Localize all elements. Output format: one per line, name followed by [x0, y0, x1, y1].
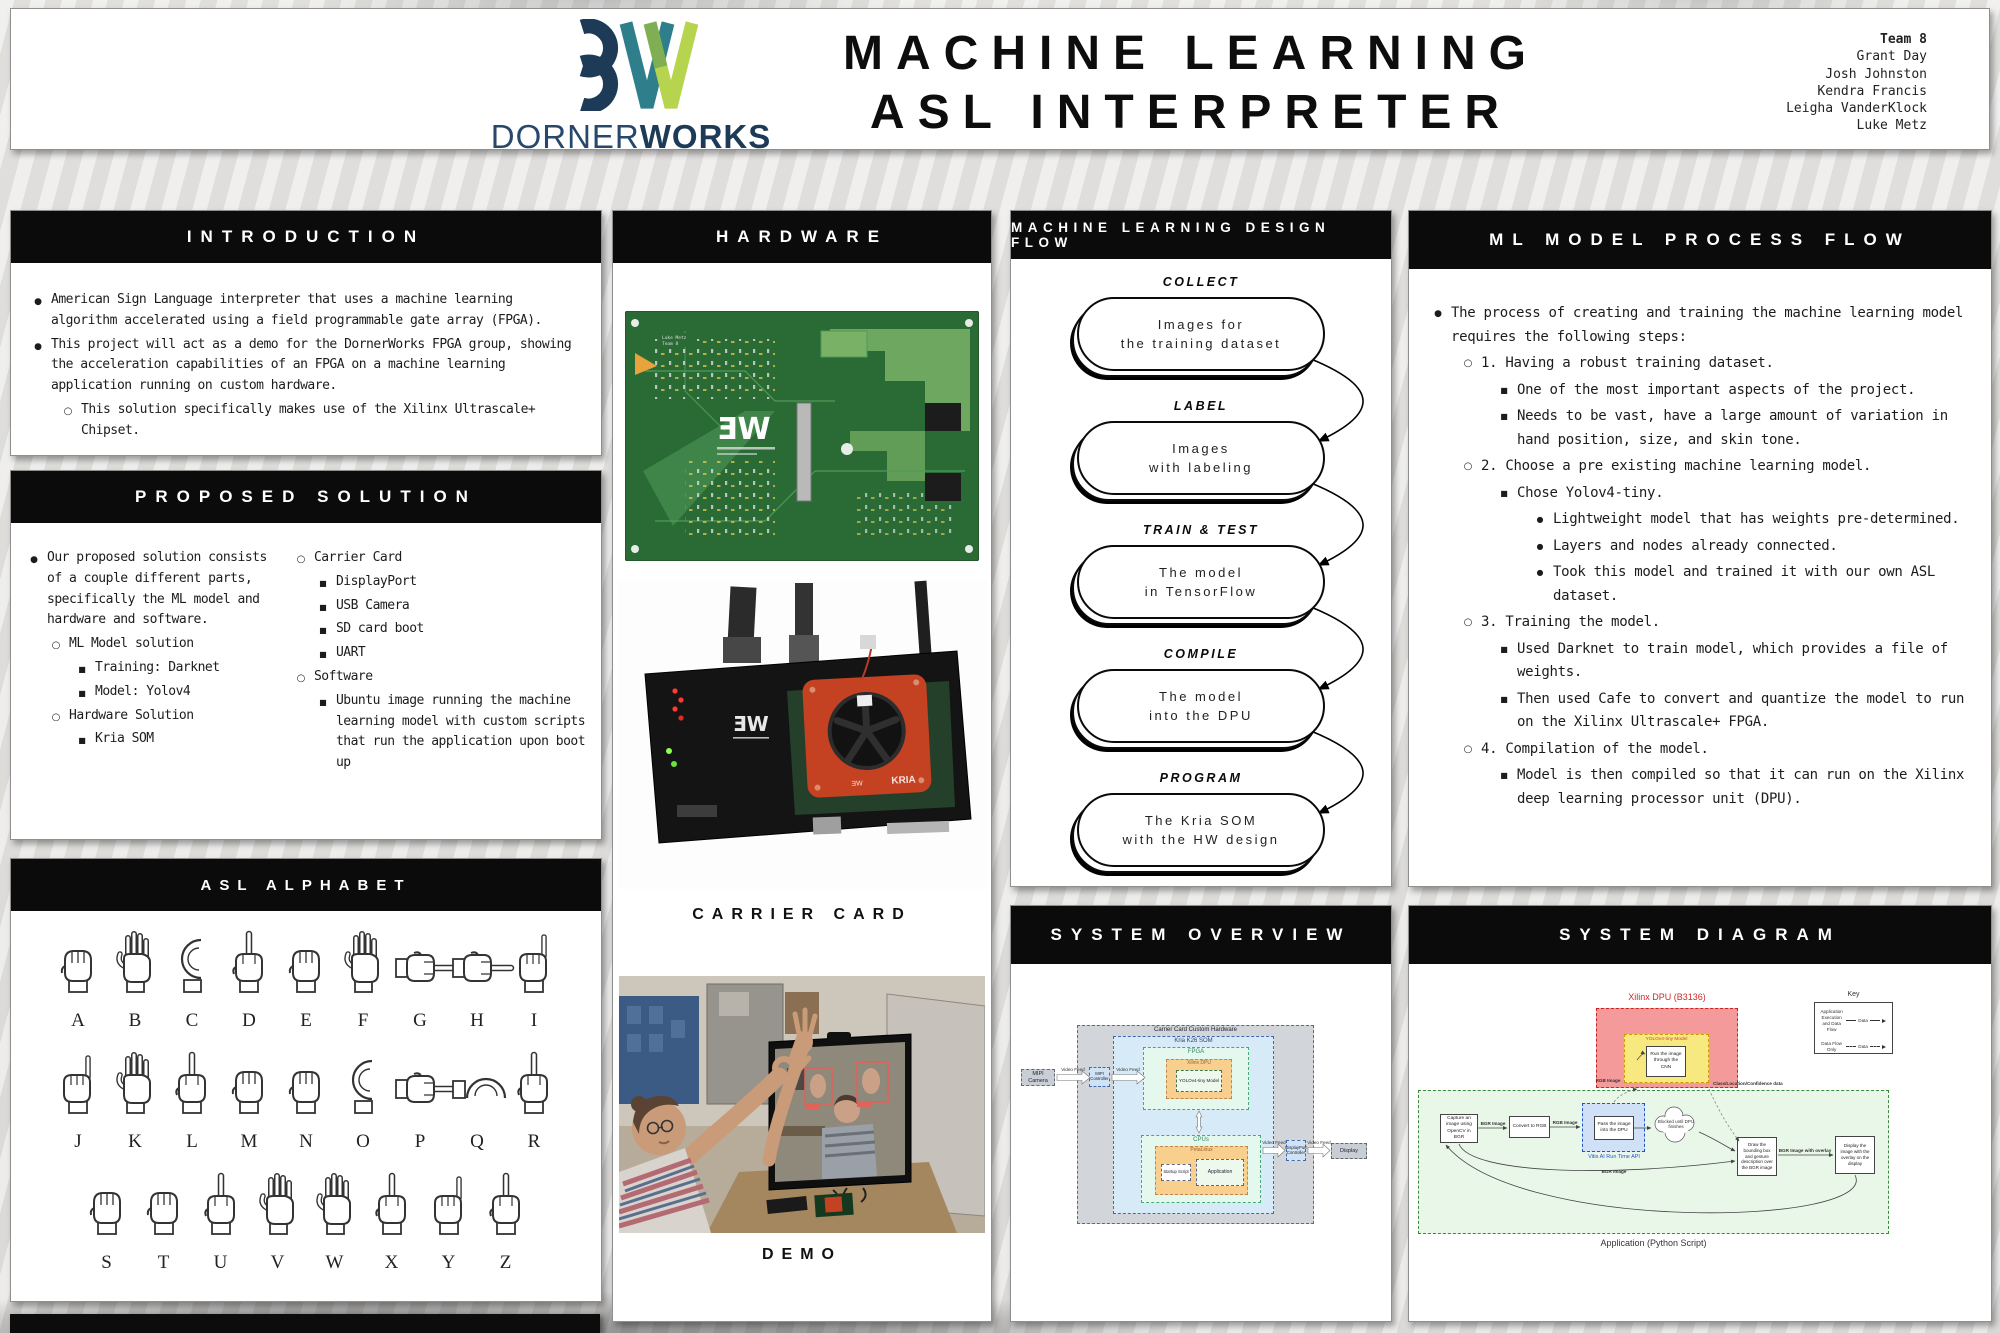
svg-text:Video Feed: Video Feed: [1262, 1140, 1286, 1145]
process-flow-panel: [1408, 210, 1992, 887]
asl-letter: J: [74, 1131, 82, 1152]
design-flow-panel: [1010, 210, 1392, 887]
asl-hand-icon: [284, 1049, 328, 1129]
proposed-item: Carrier Card: [313, 550, 402, 565]
flow-stage-label: COLLECT: [1162, 275, 1240, 289]
flow-stage-label: TRAIN & TEST: [1142, 523, 1260, 537]
process-item: 1. Having a robust training dataset.: [1481, 355, 1774, 372]
cnn-box: Run the image through the CNN: [1646, 1046, 1686, 1077]
draw-box: Draw the bounding box and gesture description over the BGR image: [1737, 1137, 1777, 1176]
hardware-title: HARDWARE: [613, 211, 991, 263]
application-region-label: Application (Python Script): [1600, 1238, 1707, 1248]
pass-dpu-box: Pass the image into the DPU: [1594, 1116, 1634, 1140]
flow-stage-text: into the DPU: [1149, 708, 1253, 723]
proposed-item: SD card boot: [335, 621, 424, 637]
dornerworks-logo: [451, 19, 811, 156]
hardware-panel: [612, 210, 992, 1322]
proposed-item: Hardware Solution: [69, 707, 194, 723]
intro-item: American Sign Language interpreter that uses a machine learning algorithm accelerated using a field programmable gate array (FPGA).: [51, 292, 542, 328]
process-item: 2. Choose a pre existing machine learning model.: [1481, 458, 1872, 475]
design-flow-title: MACHINE LEARNING DESIGN FLOW: [1011, 211, 1391, 259]
pcb-logo-text: ƎW: [717, 412, 771, 447]
asl-hand-icon: [227, 1049, 271, 1129]
key-data-label: Data: [1858, 1043, 1868, 1049]
flow-stage-text: with labeling: [1148, 460, 1254, 475]
asl-alphabet-panel: [10, 858, 602, 1302]
poster-title-line2: ASL INTERPRETER: [869, 85, 1513, 139]
flow-stage-label: PROGRAM: [1159, 771, 1243, 785]
asl-letter: A: [71, 1010, 85, 1031]
key-row2-label: Data Flow Only: [1821, 1040, 1842, 1052]
asl-row-1: [11, 928, 601, 1032]
xilinx-dpu-label: Xilinx DPU: [1187, 1060, 1211, 1066]
carrier-card-caption: CARRIER CARD: [692, 906, 912, 923]
asl-hand-icon: [113, 928, 157, 1008]
process-item: Then used Cafe to convert and quantize the model to run on the Xilinx Ultrascale+ FPGA.: [1517, 690, 1965, 731]
svg-text:Luke Metz: Luke Metz: [662, 336, 687, 341]
bgr-image-label: BGR Image: [1480, 1121, 1506, 1126]
flow-stage-text: with the HW design: [1122, 832, 1280, 847]
asl-hand-icon: [341, 1049, 385, 1129]
asl-hand-icon: [113, 1049, 157, 1129]
flow-stage-pill: [1077, 421, 1325, 495]
system-overview-diagram: [1011, 964, 1391, 1321]
proposed-solution-body: [11, 523, 601, 777]
yolo-model-region-label: YOLOv4-tiny Model: [1645, 1037, 1688, 1042]
flow-stage-pill: [1077, 669, 1325, 743]
proposed-item: ML Model solution: [69, 636, 194, 652]
asl-hand-icon: [437, 946, 517, 990]
application-box: Application: [1196, 1159, 1244, 1186]
proposed-solution-right-column: ○ Carrier Card ■ DisplayPort ■ USB Camera ■ SD card boot ■ UART ○ Software ■ Ubuntu image running the machine learning model with custom scripts that run the application upon boot up: [288, 545, 589, 777]
overview-arrows: [1011, 964, 1391, 1321]
asl-hand-icon: [85, 1170, 129, 1250]
proposed-item: Our proposed solution consists of a couple different parts, specifically the ML model and hardware and software.: [47, 550, 267, 628]
asl-letter: O: [356, 1131, 370, 1152]
proposed-item: Model: Yolov4: [95, 683, 191, 699]
pcb-render-image: [625, 311, 979, 561]
key-data-label: Data: [1858, 1017, 1868, 1023]
asl-letter: D: [242, 1010, 256, 1031]
mipi-controller-box: MIPI Controller: [1089, 1067, 1110, 1087]
convert-box: Convert to RGB: [1509, 1116, 1550, 1138]
asl-letter: Y: [441, 1252, 456, 1273]
petalinux-label: PetaLinux: [1190, 1147, 1213, 1153]
proposed-solution-title: PROPOSED SOLUTION: [11, 471, 601, 523]
asl-hand-icon: [427, 1170, 471, 1250]
asl-row-3: [11, 1170, 601, 1274]
team-credits: [1786, 31, 1927, 135]
team-member: Luke Metz: [1856, 118, 1927, 134]
flow-stage-text: The Kria SOM: [1144, 812, 1258, 828]
vitis-api-label: Vitis AI Run Time API: [1588, 1154, 1640, 1160]
asl-letter: T: [157, 1252, 170, 1273]
dornerworks-wordmark: DORNERWORKS: [490, 118, 772, 155]
asl-hand-icon: [56, 928, 100, 1008]
svg-text:Team 8: Team 8: [662, 342, 679, 347]
process-item: Needs to be vast, have a large amount of variation in hand position, size, and skin tone.: [1517, 408, 1948, 448]
flow-stage-text: The model: [1159, 564, 1243, 580]
poster-title: [811, 25, 1571, 142]
asl-hand-icon: [199, 1170, 243, 1250]
blocked-cloud-label: Blocked until DPU finishes: [1657, 1119, 1695, 1129]
poster-title-line1: MACHINE LEARNING: [843, 27, 1539, 80]
dpu-title: Xilinx DPU (B3136): [1628, 992, 1706, 1002]
asl-letter: X: [384, 1252, 399, 1273]
proposed-solution-left-column: ● Our proposed solution consists of a couple different parts, specifically the ML model and hardware and software. ○ ML Model solution ■ Training: Darknet ■ Model: Yolov4 ○ Hardware Solution ■ Kria SOM: [21, 545, 288, 777]
proposed-item: USB Camera: [335, 597, 410, 613]
asl-letter: H: [470, 1010, 484, 1031]
system-diagram-panel: [1408, 905, 1992, 1322]
asl-letter: I: [530, 1010, 538, 1031]
displayport-controller-box: DisplayPort Controller: [1286, 1140, 1306, 1161]
capture-box: Capture an image using OpenCV in BGR: [1440, 1114, 1478, 1143]
fpga-label: FPGA: [1187, 1049, 1205, 1055]
asl-alphabet-title: ASL ALPHABET: [11, 859, 601, 911]
cpus-label: CPUs: [1193, 1137, 1209, 1143]
flow-stage-pill: [1077, 297, 1325, 371]
svg-text:Video Feed: Video Feed: [1307, 1140, 1331, 1145]
kria-label-text: KRIA: [891, 774, 917, 787]
asl-hand-icon: [484, 1170, 528, 1250]
asl-letter: N: [299, 1131, 313, 1152]
asl-hand-icon: [284, 928, 328, 1008]
svg-text:RGB Image: RGB Image: [1595, 1078, 1621, 1083]
flow-stage-label: COMPILE: [1163, 647, 1239, 661]
kria-som-label: Kria K26 SOM: [1174, 1038, 1213, 1044]
flow-stage-text: in TensorFlow: [1144, 584, 1258, 599]
process-item: Took this model and trained it with our own ASL dataset.: [1553, 564, 1936, 604]
asl-hand-icon: [142, 1170, 186, 1250]
team-member: Leigha VanderKlock: [1786, 101, 1927, 117]
proposed-solution-panel: [10, 470, 602, 840]
process-item: The process of creating and training the machine learning model requires the following steps:: [1451, 305, 1964, 345]
asl-letter: F: [357, 1010, 369, 1031]
asl-hand-icon: [313, 1170, 357, 1250]
system-diagram-content: [1409, 964, 1991, 1321]
display-box: Display: [1331, 1143, 1367, 1159]
cutoff-section-header: [10, 1314, 600, 1333]
asl-letter: M: [240, 1131, 258, 1152]
asl-letter: B: [128, 1010, 142, 1031]
flow-stage-pill: [1077, 545, 1325, 619]
asl-hand-icon: [512, 928, 556, 1008]
intro-item: This solution specifically makes use of the Xilinx Ultrascale+ Chipset.: [81, 401, 536, 438]
svg-text:BGR Image: BGR Image: [1601, 1169, 1627, 1174]
process-item: Layers and nodes already connected.: [1553, 537, 1838, 554]
carrier-card-hw-label: Carrier Card Custom Hardware: [1153, 1027, 1238, 1033]
proposed-item: UART: [335, 645, 366, 661]
flow-stage-text: The model: [1159, 688, 1243, 704]
asl-letter: E: [300, 1010, 312, 1031]
demo-caption: DEMO: [762, 1246, 842, 1263]
asl-letter: Q: [470, 1131, 484, 1152]
class-data-label: Class/Location/Confidence data: [1713, 1081, 1783, 1086]
process-flow-body: ● The process of creating and training the machine learning model requires the following steps: ○ 1. Having a robust training dataset. ■ One of the most important aspects of the project. ■ Needs to be vast, have a large amount of variation in hand position, size, and skin tone. ○ 2. Choose a pre existing machine learning model. ■ Chose Yolov4-tiny. ● Lightweight model that has weights pre-determined. ● Layers and nodes already connected. ● Took this model and trained it with our own ASL dataset. ○ 3. Training the model. ■ Used Darknet to train model, which provides a file of weights. ■ Then used Cafe to convert and quantize the model to run on the Xilinx Ultrascale+ FPGA. ○ 4. Compilation of the model. ■ Model is then compiled so that it can run on the Xilinx deep learning processor unit (DPU).: [1409, 269, 1991, 811]
system-overview-title: SYSTEM OVERVIEW: [1011, 906, 1391, 964]
process-item: 4. Compilation of the model.: [1481, 740, 1709, 757]
asl-letter: Z: [499, 1252, 512, 1273]
mipi-camera-box: MIPI Camera: [1021, 1069, 1055, 1086]
proposed-item: Software: [313, 668, 373, 684]
asl-hand-icon: [370, 1170, 414, 1250]
team-member: Kendra Francis: [1817, 83, 1927, 99]
introduction-body: ● American Sign Language interpreter that uses a machine learning algorithm accelerated using a field programmable gate array (FPGA). ● This project will act as a demo for the DornerWorks FPGA group, showing the acceleration capabilities of an FPGA on a machine learning application running on custom hardware. ○ This solution specifically makes use of the Xilinx Ultrascale+ Chipset.: [11, 263, 601, 442]
asl-letter: R: [527, 1131, 541, 1152]
video-feed-label: Video Feed: [1061, 1067, 1085, 1072]
overlay-label: BGR Image with overlay: [1778, 1148, 1832, 1153]
flow-stage-text: Images: [1172, 440, 1230, 456]
process-item: Used Darknet to train model, which provides a file of weights.: [1517, 640, 1948, 681]
key-row1-label: Application Execution and Data Flow: [1820, 1009, 1843, 1032]
svg-text:ƎW: ƎW: [851, 780, 863, 788]
svg-text:Video Feed: Video Feed: [1116, 1067, 1140, 1072]
asl-letter: C: [185, 1010, 199, 1031]
asl-hand-icon: [512, 1049, 556, 1129]
rgb-image-label: RGB Image: [1552, 1120, 1578, 1125]
flow-stage-text: Images for: [1157, 316, 1245, 332]
team-member: Grant Day: [1856, 49, 1927, 65]
process-item: Chose Yolov4-tiny.: [1517, 484, 1664, 501]
system-diagram-title: SYSTEM DIAGRAM: [1409, 906, 1991, 964]
proposed-item: Kria SOM: [95, 731, 154, 747]
key-title: Key: [1847, 991, 1860, 998]
demo-photo: [619, 976, 985, 1233]
asl-letter: K: [128, 1131, 142, 1152]
introduction-panel: [10, 210, 602, 456]
carrier-logo-text: ƎW: [733, 712, 769, 736]
asl-letter: U: [213, 1252, 228, 1273]
introduction-title: INTRODUCTION: [11, 211, 601, 263]
design-flow-diagram: [1011, 259, 1391, 886]
asl-hand-icon: [256, 1170, 300, 1250]
asl-letter: W: [325, 1252, 344, 1273]
asl-letter: G: [413, 1010, 427, 1031]
process-item: Model is then compiled so that it can run on the Xilinx deep learning processor unit (DPU).: [1517, 767, 1965, 807]
asl-hand-icon: [56, 1049, 100, 1129]
team-name: Team 8: [1880, 32, 1927, 47]
asl-hand-icon: [170, 928, 214, 1008]
flow-stage-text: the training dataset: [1120, 336, 1282, 351]
asl-hand-icon: [437, 1067, 517, 1111]
carrier-card-photo: [617, 579, 987, 889]
proposed-item: Ubuntu image running the machine learning model with custom scripts that run the application upon boot up: [335, 692, 586, 771]
dornerworks-logo-icon: [546, 19, 716, 111]
flow-stage-pill: [1077, 793, 1325, 867]
process-item: 3. Training the model.: [1481, 614, 1660, 631]
team-member: Josh Johnston: [1825, 66, 1927, 82]
asl-letter: S: [101, 1252, 112, 1273]
diagram-arrows: [1409, 964, 1991, 1321]
poster-header: [10, 8, 1990, 155]
asl-letter: L: [186, 1131, 198, 1152]
startup-script-box: Startup Script: [1161, 1164, 1191, 1181]
asl-letter: V: [270, 1252, 285, 1273]
asl-hand-icon: [227, 928, 271, 1008]
display-box-diagram: Display the image with the overlay on the display: [1835, 1136, 1875, 1174]
asl-row-2: [11, 1049, 601, 1153]
process-item: One of the most important aspects of the project.: [1517, 381, 1916, 398]
process-item: Lightweight model that has weights pre-determined.: [1553, 511, 1960, 528]
yolo-model-box: YOLOv4-tiny Model: [1176, 1070, 1222, 1092]
process-flow-title: ML MODEL PROCESS FLOW: [1409, 211, 1991, 269]
proposed-item: Training: Darknet: [95, 659, 220, 675]
system-overview-panel: [1010, 905, 1392, 1322]
proposed-item: DisplayPort: [335, 573, 417, 589]
flow-stage-label: LABEL: [1173, 399, 1229, 413]
asl-hand-icon: [341, 928, 385, 1008]
asl-letter: P: [414, 1131, 426, 1152]
asl-hand-icon: [170, 1049, 214, 1129]
intro-item: This project will act as a demo for the DornerWorks FPGA group, showing the acceleration capabilities of an FPGA on a machine learning application running on custom hardware.: [51, 336, 572, 394]
